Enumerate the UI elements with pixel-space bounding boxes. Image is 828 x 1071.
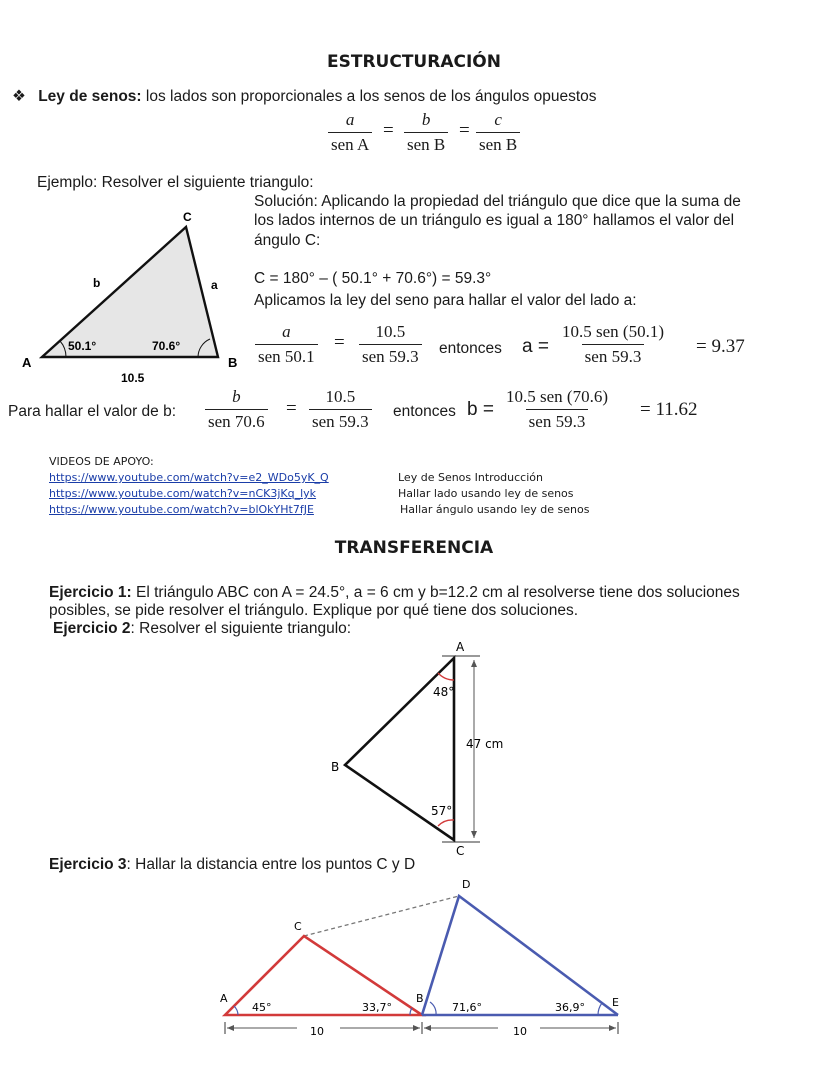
exercise-2-heading: Ejercicio 2: Resolver el siguiente triangulo:	[53, 620, 352, 637]
a-fraction-3: 10.5 sen (50.1) sen 59.3	[562, 322, 664, 366]
law-fraction-a: a sen A	[328, 110, 372, 155]
equals-sign: =	[383, 120, 394, 141]
angle-a-label: 45°	[252, 1001, 272, 1014]
video-desc-2: Hallar lado usando ley de senos	[398, 487, 574, 500]
a-variable: a =	[522, 336, 549, 357]
video-link-2[interactable]: https://www.youtube.com/watch?v=nCK3jKq_lyk	[49, 487, 317, 500]
solution-line-1: Solución: Aplicando la propiedad del triángulo que dice que la suma de	[254, 193, 741, 210]
b-fraction-3: 10.5 sen (70.6) sen 59.3	[506, 387, 608, 431]
law-fraction-c: c sen B	[476, 110, 520, 155]
law-line	[12, 87, 597, 106]
b-fraction-1: b sen 70.6	[205, 387, 268, 432]
base-length-label: 10.5	[121, 371, 145, 385]
vertex-c-label: C	[294, 920, 302, 933]
b-intro-text: Para hallar el valor de b:	[8, 403, 177, 420]
apply-law-text: Aplicamos la ley del seno para hallar el valor del lado a:	[254, 292, 637, 309]
angle-b-label: 70.6°	[152, 339, 181, 353]
video-desc-3: Hallar ángulo usando ley de senos	[400, 503, 590, 516]
side-length-label: 47 cm	[466, 737, 504, 751]
dashed-segment-cd	[304, 896, 459, 936]
equals-sign: =	[459, 120, 470, 141]
vertex-a-label: A	[220, 992, 228, 1005]
triangle-example	[42, 227, 218, 357]
angle-c-calc: C = 180° – ( 50.1° + 70.6°) = 59.3°	[254, 270, 492, 287]
section-title-estructuracion: ESTRUCTURACIÓN	[327, 52, 501, 72]
vertex-b-label: B	[416, 992, 424, 1005]
video-link-1[interactable]: https://www.youtube.com/watch?v=e2_WDo5yK_Q	[49, 471, 329, 484]
solution-line-2: los lados internos de un triángulo es igual a 180° hallamos el valor del	[254, 212, 735, 229]
vertex-b-label: B	[228, 355, 238, 370]
exercise-1-line-1: Ejercicio 1: El triángulo ABC con A = 24.5°, a = 6 cm y b=12.2 cm al resolverse tiene dos soluciones	[49, 584, 740, 601]
vertex-c-label: C	[183, 210, 192, 224]
section-title-transferencia: TRANSFERENCIA	[334, 538, 494, 558]
vertex-d-label: D	[462, 878, 471, 891]
a-result: = 9.37	[696, 336, 745, 357]
bullet-icon: ❖	[12, 88, 26, 105]
video-link-3[interactable]: https://www.youtube.com/watch?v=blOkYHt7fJE	[49, 503, 314, 516]
angle-a-label: 48°	[433, 685, 455, 699]
angle-b2-label: 71,6°	[452, 1001, 482, 1014]
vertex-a-label: A	[22, 355, 32, 370]
example-intro: Ejemplo: Resolver el siguiente triangulo:	[37, 174, 314, 191]
b-result: = 11.62	[640, 399, 698, 420]
law-description: los lados son proporcionales a los senos de los ángulos opuestos	[145, 88, 597, 105]
exercise-1-line-2: posibles, se pide resolver el triángulo. Explique por qué tiene dos soluciones.	[49, 602, 579, 619]
vertex-a-label: A	[456, 640, 465, 654]
vertex-b-label: B	[331, 760, 340, 774]
angle-b1-label: 33,7°	[362, 1001, 392, 1014]
videos-header: VIDEOS DE APOYO:	[49, 455, 154, 468]
angle-c-label: 57°	[431, 804, 453, 818]
triangle-bde	[422, 896, 618, 1015]
vertex-c-label: C	[456, 844, 465, 858]
side-a-label: a	[211, 278, 218, 292]
exercise-3-heading: Ejercicio 3: Hallar la distancia entre los puntos C y D	[49, 856, 416, 873]
a-fraction-2: 10.5 sen 59.3	[359, 322, 422, 367]
video-desc-1: Ley de Senos Introducción	[398, 471, 543, 484]
distance-ab-label: 10	[310, 1025, 324, 1038]
equals-sign: =	[286, 398, 297, 419]
a-fraction-1: a sen 50.1	[255, 322, 318, 367]
b-fraction-2: 10.5 sen 59.3	[309, 387, 372, 432]
equals-sign: =	[334, 332, 345, 353]
side-b-label: b	[93, 276, 101, 290]
vertex-e-label: E	[612, 996, 619, 1009]
triangles-exercise-3-figure	[200, 872, 640, 1047]
triangle-exercise-2-figure	[320, 636, 520, 858]
angle-e-label: 36,9°	[555, 1001, 585, 1014]
law-fraction-b: b sen B	[404, 110, 448, 155]
entonces-text: entonces	[439, 340, 502, 357]
angle-a-label: 50.1°	[68, 339, 97, 353]
solution-line-3: ángulo C:	[254, 232, 321, 249]
triangle-example-figure	[0, 205, 250, 390]
entonces-text: entonces	[393, 403, 456, 420]
distance-be-label: 10	[513, 1025, 527, 1038]
law-term: Ley de senos:	[38, 88, 142, 105]
b-variable: b =	[467, 399, 494, 420]
